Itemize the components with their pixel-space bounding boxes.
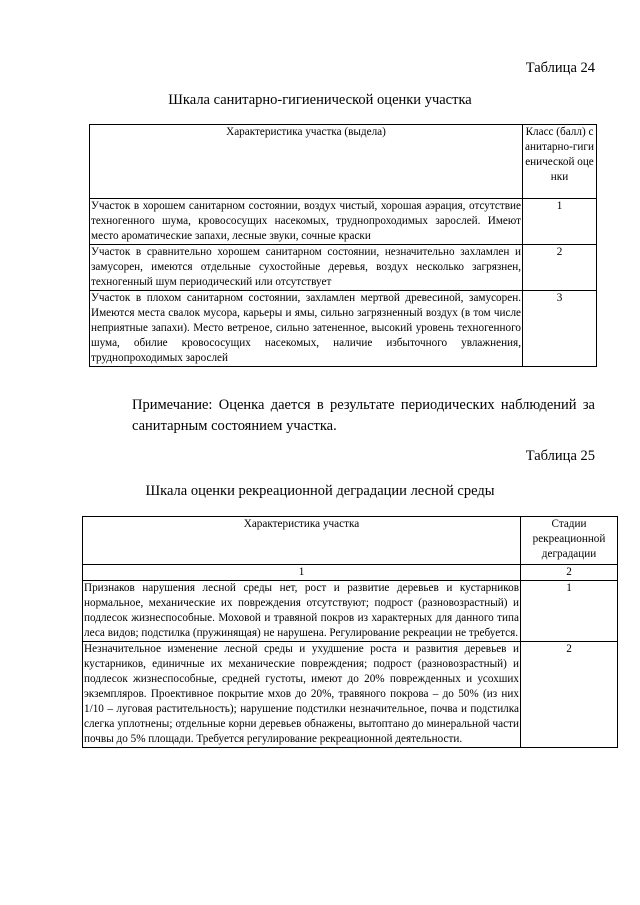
table-24 (89, 124, 597, 367)
table-25-row-2-text: Незначительное изменение лесной среды и ухудшение роста и развития деревьев и кустарников, единичные их механические повреждения; подрост (разновозрастный) и подлесок жизнеспособные, средней густоты, имеют до 20% поврежденных и усохших экземпляров. Проективное покрытие мхов до 20%, травяного покрова – до 50% (из них 1/10 – луговая растительность); нарушение подстилки незначительное, почва и подстилка слегка уплотнены; отдельные корни деревьев обнажены, вытоптано до минеральной части почвы до 5% площади. Требуется регулирование рекреационной деятельности. (83, 642, 521, 748)
table-24-row-3-value: 3 (523, 291, 597, 367)
table-24-note (90, 395, 595, 437)
note-text: Примечание: Оценка дается в результате периодических наблюдений за санитарным состоянием участка. (132, 397, 595, 434)
table-row (90, 291, 597, 367)
table-25-header-row (83, 517, 618, 565)
table-25-title: Шкала оценки рекреационной деградации лесной среды (145, 483, 495, 499)
table-24-row-2-text: Участок в сравнительно хорошем санитарном состоянии, незначительно захламлен и замусорен, имеются отдельные сухостойные деревья, воздух несколько загрязнен, техногенный шум периодический или отсутствует (90, 245, 523, 291)
table-25-row-2-value: 2 (521, 642, 618, 748)
table-25-row-1-text: Признаков нарушения лесной среды нет, рост и развитие деревьев и кустарников нормальное, механические их повреждения отсутствуют; подрост (разновозрастный) и подлесок жизнеспособные. Моховой и травяной покров из характерных для данного типа леса видов; подстилка (пружинящая) не нарушена. Регулирование рекреации не требуется. (83, 581, 521, 642)
table-25-header-stage: Стадии рекреационной деградации (521, 517, 618, 565)
table-25-header-characteristic: Характеристика участка (83, 517, 521, 565)
table-row (83, 581, 618, 642)
table-25-row-1-value: 1 (521, 581, 618, 642)
table-row (83, 642, 618, 748)
table-24-header-characteristic: Характеристика участка (выдела) (90, 125, 523, 199)
table-24-title: Шкала санитарно-гигиенической оценки участка (168, 92, 472, 108)
table-row (90, 245, 597, 291)
table-24-row-2-value: 2 (523, 245, 597, 291)
table-24-row-3-text: Участок в плохом санитарном состоянии, захламлен мертвой древесиной, замусорен. Имеются места свалок мусора, карьеры и ямы, сильно загрязненный воздух (в том числе неприятные запахи). Место ветреное, сильно затененное, высокий уровень техногенного шума, обилие кровососущих насекомых, наличие избыточного увлажнения, труднопроходимых зарослей (90, 291, 523, 367)
table-25-number-row (83, 565, 618, 581)
table-24-header-class (523, 125, 597, 199)
table-25-label: Таблица 25 (525, 448, 595, 464)
table-24-row-1-text: Участок в хорошем санитарном состоянии, воздух чистый, хорошая аэрация, отсутствие техногенного шума, кровососущих насекомых, труднопроходимых зарослей. Имеют место ароматические запахи, лесные звуки, сочные краски (90, 199, 523, 245)
table-row (90, 199, 597, 245)
table-24-row-1-value: 1 (523, 199, 597, 245)
table-25-col-number-1: 1 (83, 565, 521, 581)
table-25-col-number-2: 2 (521, 565, 618, 581)
table-24-header-row (90, 125, 597, 199)
table-24-label: Таблица 24 (525, 60, 595, 76)
table-25 (82, 516, 618, 748)
table-24-header-class-text: Класс (балл) санитарно-гигиенической оценки (525, 126, 594, 183)
